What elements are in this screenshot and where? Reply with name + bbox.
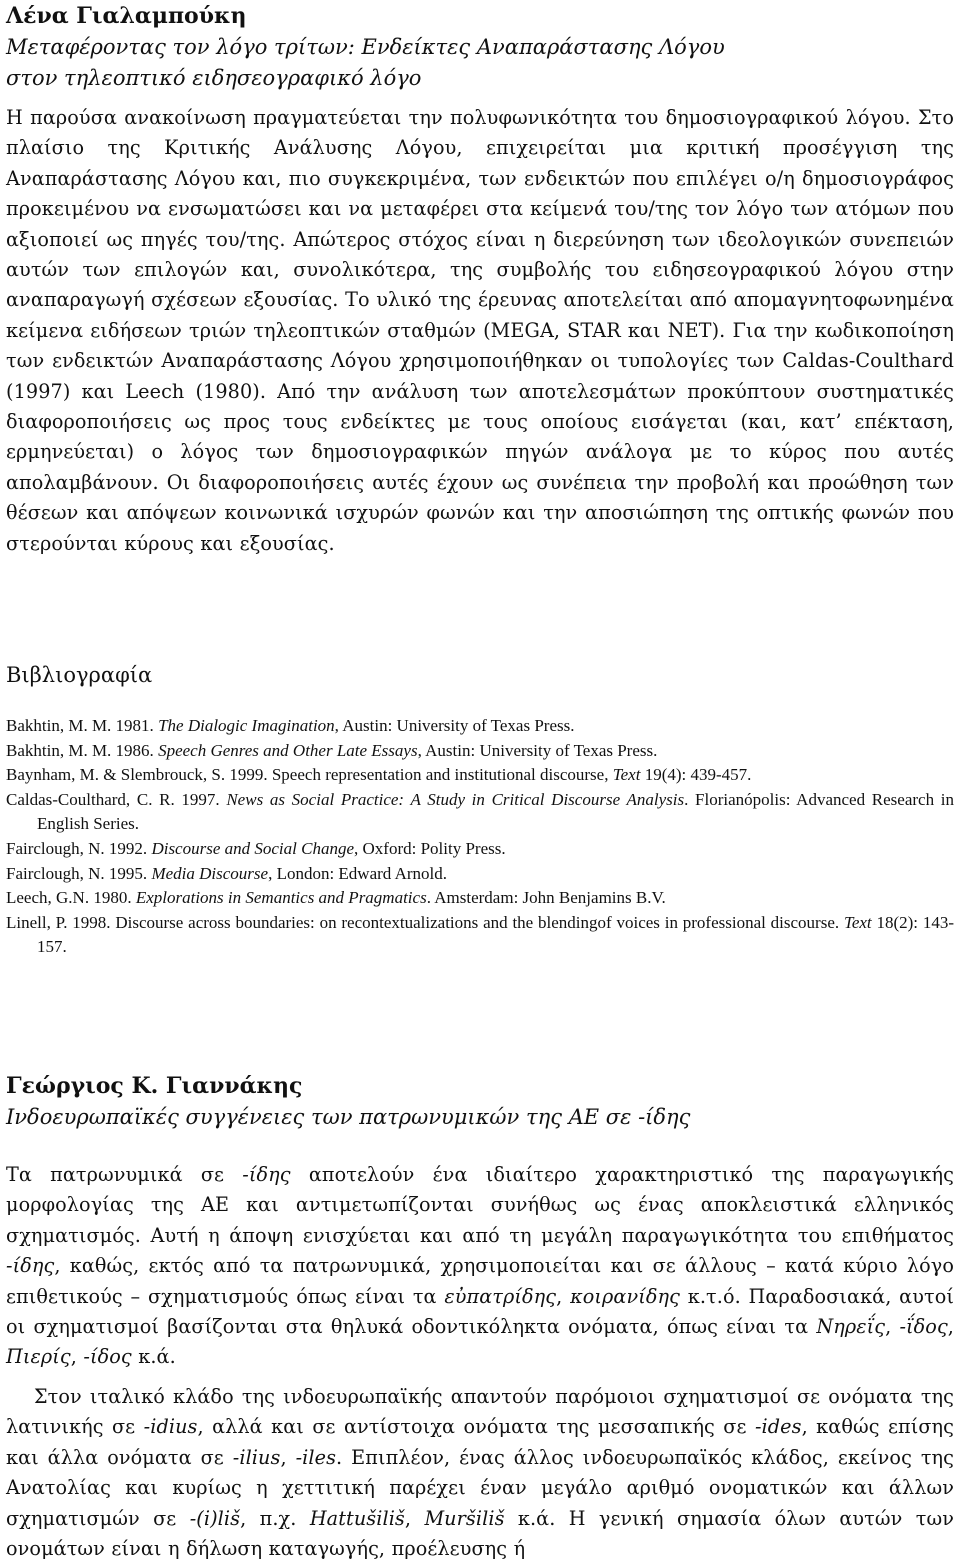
text-run: αποτελούν ένα ιδιαίτερο χαρακτηριστικό της παραγωγικής μορφολογίας της ΑΕ και αντιμετωπίζονται συνήθως ως ένας αποκλειστικά ελληνικός σχηματισμός. Αυτή η άποψη ενισχύεται και από τη μεγάλη παραγωγικότητα του επιθήματος (6, 1163, 954, 1247)
article1-abstract: Η παρούσα ανακοίνωση πραγματεύεται την πολυφωνικότητα του δημοσιογραφικού λόγου. Στο πλαίσιο της Κριτικής Ανάλυσης Λόγου, επιχειρείται μια κριτική προσέγγιση της Αναπαράστασης Λόγου και, πιο συγκεκριμένα, των ενδεικτών που επιλέγει ο/η δημοσιογράφος προκειμένου να ενσωματώσει και να μεταφέρει στα κείμενά του/της τον λόγο των ατόμων που αξιοποιεί ως πηγές του/της. Απώτερος στόχος είναι η διερεύνηση των ιδεολογικών συνεπειών αυτών των επιλογών και, συνολικότερα, της συμβολής του ειδησεογραφικού λόγου στην αναπαραγωγή σχέσεων εξουσίας. Το υλικό της έρευνας αποτελείται από απομαγνητοφωνημένα κείμενα ειδήσεων τριών τηλεοπτικών σταθμών (MEGA, STAR και ΝΕΤ). Για την κωδικοποίηση των ενδεικτών Αναπαράστασης Λόγου χρησιμοποιήθηκαν οι τυπολογίες των Caldas-Coulthard (1997) και Leech (1980). Από την ανάλυση των αποτελεσμάτων προκύπτουν συστηματικές διαφοροποιήσεις ως προς τους ενδείκτες με τους οποίους εισάγεται (και, κατ’ επέκταση, ερμηνεύεται) ο λόγος των δημοσιογραφικών πηγών ανάλογα με το κύρος που αυτές απολαμβάνουν. Οι διαφοροποιήσεις αυτές έχουν ως συνέπεια την προβολή και προώθηση των θέσεων και απόψεων κοινωνικά ισχυρών φωνών και την αποσιώπηση της οπτικής φωνών που στερούνται κύρους και εξουσίας. (6, 106, 954, 555)
text-run: , (404, 1506, 425, 1530)
article1-author: Λένα Γιαλαμπούκη (6, 3, 247, 29)
reference-item: Fairclough, N. 1992. Discourse and Social Change, Oxford: Polity Press. (6, 838, 506, 858)
text-run: κ.τ.ό. Παραδοσιακά, αυτοί οι σχηματισμοί βασίζονται στα θηλυκά οδοντικόληκτα ονόματα, όπως είναι τα (6, 1284, 954, 1339)
bibliography-heading: Βιβλιογραφία (6, 663, 153, 687)
text-run: κ.ά. Η γενική σημασία όλων αυτών των ονομάτων είναι η δήλωση καταγωγής, προέλευσης ή (6, 1506, 954, 1561)
text-run: , καθώς επίσης και άλλα ονόματα σε (6, 1415, 954, 1469)
article1-title-line2: στον τηλεοπτικό ειδησεογραφικό λόγο (6, 66, 422, 90)
italic-term: Hattušiliš (309, 1506, 405, 1530)
reference-item: Fairclough, N. 1995. Media Discourse, London: Edward Arnold. (6, 863, 448, 883)
reference-item: Linell, P. 1998. Discourse across boundaries: on recontextualizations and the blendingof voices in professional discourse. Text 18(2): 143-157. (6, 912, 954, 957)
text-run: , καθώς, εκτός από τα πατρωνυμικά, χρησιμοποιείται και σε άλλους – κατά κύριο λόγο επιθετικούς – σχηματισμούς όπως είναι τα (6, 1254, 954, 1308)
italic-term: -ίδης (6, 1254, 55, 1278)
article2-paragraph-1 (6, 1160, 954, 1373)
text-run: . Επιπλέον, ένας άλλος ινδοευρωπαϊκός κλάδος, εκείνος της Ανατολίας και κυρίως η χεττιτική παρέχει έναν μεγάλο αριθμό ονοματικών και άλλων σχηματισμών σε (6, 1445, 954, 1530)
italic-term: -ίδος (83, 1345, 132, 1369)
text-run: , (947, 1315, 954, 1339)
text-run: , (885, 1315, 900, 1339)
article2-paragraph-2 (6, 1382, 954, 1564)
text-run: , (70, 1345, 84, 1369)
italic-term: -ilius (232, 1445, 281, 1469)
italic-term: Muršiliš (424, 1506, 505, 1530)
text-run: , (556, 1284, 571, 1308)
italic-term: κοιρανίδης (570, 1284, 680, 1308)
article2-author: Γεώργιος Κ. Γιαννάκης (6, 1073, 303, 1099)
text-run: , (280, 1445, 296, 1469)
article2-title: Ινδοευρωπαϊκές συγγένειες των πατρωνυμικών της ΑΕ σε -ίδης (6, 1105, 691, 1129)
italic-term: εὐπατρίδης (444, 1284, 557, 1308)
text-run: , αλλά και σε αντίστοιχα ονόματα της μεσσαπικής σε (197, 1415, 755, 1439)
reference-item: Bakhtin, M. M. 1981. The Dialogic Imagination, Austin: University of Texas Press. (6, 716, 575, 735)
text-run: Στον ιταλικό κλάδο της ινδοευρωπαϊκής απαντούν παρόμοιοι σχηματισμοί σε ονόματα της λατινικής σε (6, 1385, 954, 1439)
italic-term: -ίδης (242, 1163, 291, 1186)
italic-term: Νηρεΐς (816, 1315, 886, 1339)
article1-title-line1: Μεταφέροντας τον λόγο τρίτων: Ενδείκτες Αναπαράστασης Λόγου (6, 35, 725, 59)
italic-term: -idius (143, 1415, 198, 1439)
italic-term: -ΐδος (899, 1315, 948, 1339)
italic-term: -(i)liš (189, 1506, 241, 1530)
italic-term: -ides (754, 1415, 802, 1439)
text-run: κ.ά. (131, 1345, 176, 1369)
reference-item: Baynham, M. & Slembrouck, S. 1999. Speech representation and institutional discourse, Text 19(4): 439-457. (6, 765, 752, 785)
reference-list (6, 714, 954, 960)
italic-term: Πιερίς (6, 1345, 71, 1369)
italic-term: -iles (295, 1445, 337, 1469)
text-run: Τα πατρωνυμικά σε (6, 1163, 243, 1186)
text-run: , π.χ. (240, 1506, 310, 1530)
reference-item: Bakhtin, M. M. 1986. Speech Genres and Other Late Essays, Austin: University of Texas Press. (6, 740, 658, 760)
reference-item: Caldas-Coulthard, C. R. 1997. News as Social Practice: A Study in Critical Discourse Analysis. Florianópolis: Advanced Research in English Series. (6, 789, 954, 834)
reference-item: Leech, G.N. 1980. Explorations in Semantics and Pragmatics. Amsterdam: John Benjamins B.V. (6, 888, 666, 908)
